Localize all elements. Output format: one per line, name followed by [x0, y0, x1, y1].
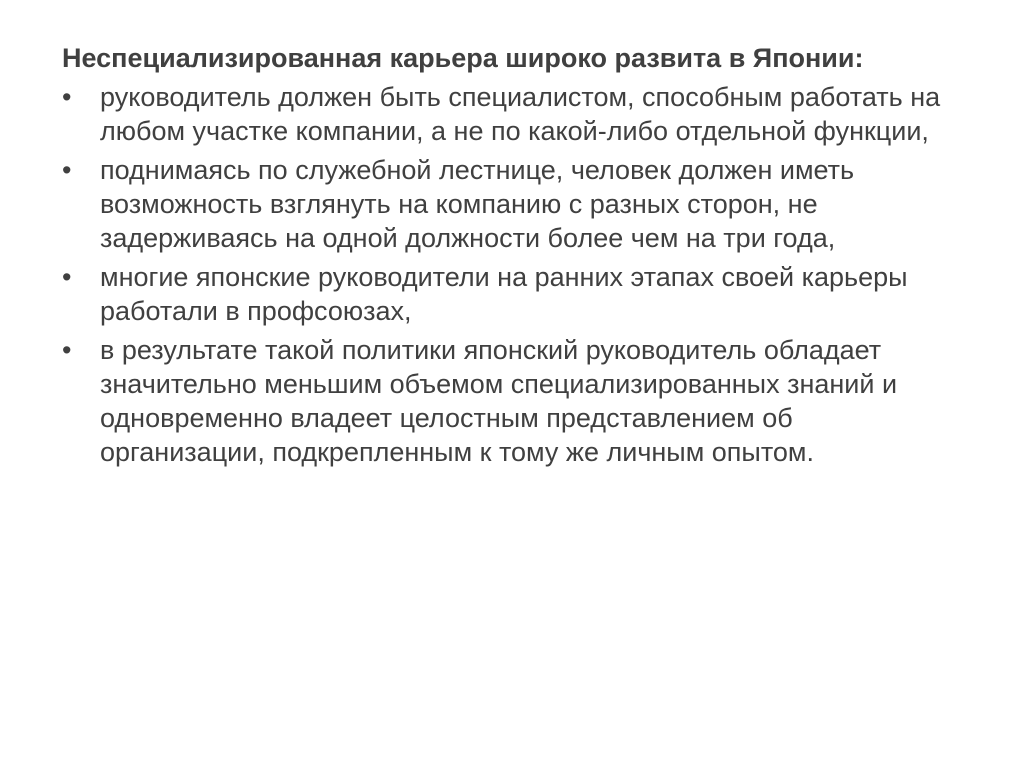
bullet-text: в результате такой политики японский руководитель обладает значительно меньшим объемом специализированных знаний и одновременно владеет целостным представлением об организации, подкрепленным к тому же личным опытом. [100, 335, 898, 467]
bullet-icon: • [62, 335, 72, 365]
bullet-icon: • [62, 262, 72, 292]
bullet-text: многие японские руководители на ранних этапах своей карьеры работали в профсоюзах, [100, 262, 908, 326]
bullet-text: поднимаясь по служебной лестнице, человек должен иметь возможность взглянуть на компанию с разных сторон, не задерживаясь на одной должности более чем на три года, [100, 155, 855, 253]
list-item [62, 80, 962, 148]
list-item [62, 153, 962, 255]
bullet-icon: • [62, 82, 72, 112]
bullet-list [62, 80, 962, 469]
bullet-icon: • [62, 155, 72, 185]
slide-heading: Неспециализированная карьера широко развита в Японии: [62, 43, 864, 73]
bullet-text: руководитель должен быть специалистом, способным работать на любом участке компании, а не по какой-либо отдельной функции, [100, 82, 941, 146]
slide-content [62, 41, 962, 469]
list-item [62, 333, 962, 469]
list-item [62, 260, 962, 328]
